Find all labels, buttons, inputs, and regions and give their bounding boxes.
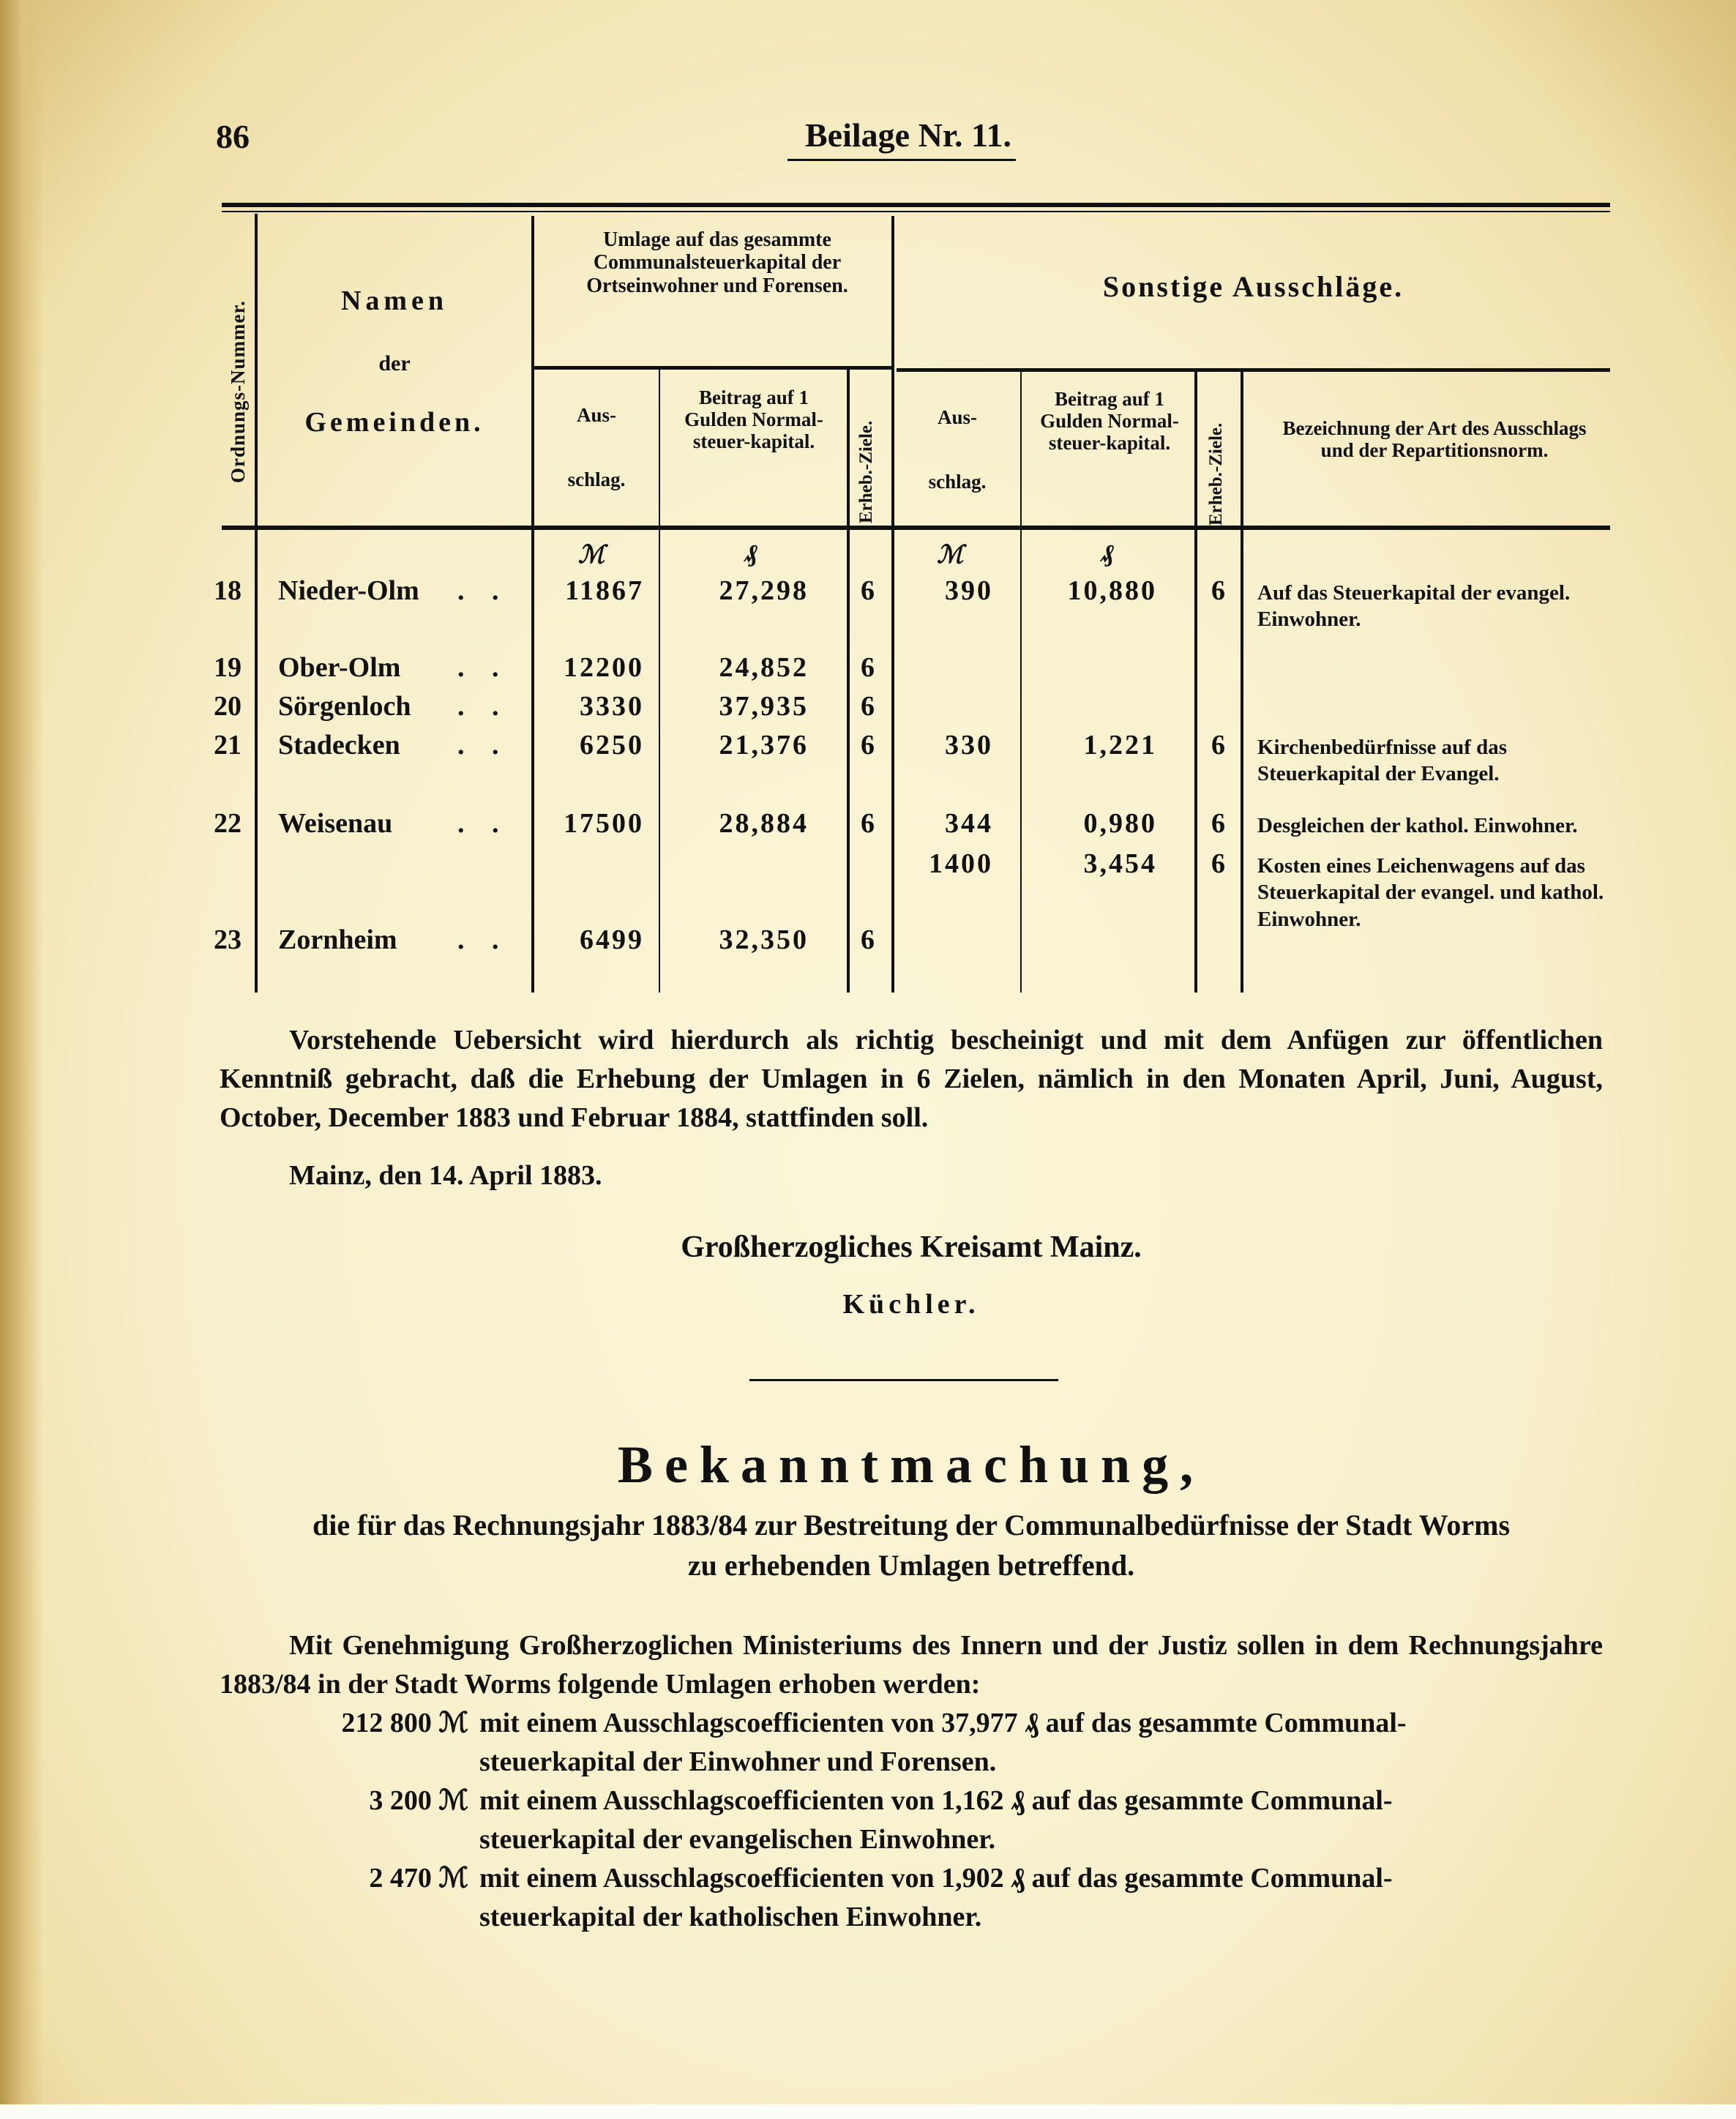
section-divider (749, 1379, 1058, 1381)
leader-dots: . . (457, 575, 509, 606)
sonst-bezeichnung: Auf das Steuerkapital der evangel. Einwohner. (1257, 581, 1571, 632)
umlage-beitrag: 24,852 (719, 652, 809, 683)
sonst-beitrag: 3,454 (1083, 848, 1157, 879)
umlage-ausschlag: 6499 (580, 924, 644, 955)
row-number: 20 (214, 691, 242, 722)
municipality-name: Nieder-Olm (278, 575, 419, 606)
municipality-name: Zornheim (278, 924, 397, 955)
header-beitrag-2: Beitrag auf 1 Gulden Normal-steuer-kapital. (1040, 388, 1179, 455)
running-head-rule (787, 159, 1016, 161)
col-divider (847, 370, 850, 993)
header-ausschlag-1b: schlag. (567, 468, 626, 490)
row-number: 21 (214, 730, 242, 760)
municipality-name: Weisenau (278, 808, 393, 839)
umlage-ziele: 6 (861, 808, 875, 839)
header-ausschlag-2: Aus- (937, 406, 977, 428)
col-divider (1020, 372, 1022, 993)
umlage-ziele: 6 (861, 575, 875, 606)
header-umlage-group: Umlage auf das gesammte Communalsteuerkapital der Ortseinwohner und Forensen. (586, 228, 848, 297)
unit-mark: ℳ (937, 542, 964, 569)
unit-mark: ℳ (578, 542, 605, 569)
umlage-beitrag: 32,350 (719, 924, 809, 955)
header-sonstige-group: Sonstige Ausschläge. (1102, 270, 1404, 303)
umlage-ausschlag: 6250 (580, 730, 644, 760)
umlage-ziele: 6 (861, 691, 875, 722)
issuing-authority: Großherzogliches Kreisamt Mainz. (681, 1230, 1142, 1264)
umlage-ausschlag: 3330 (580, 691, 644, 722)
sonst-ausschlag: 1400 (929, 848, 993, 879)
page-number: 86 (216, 118, 250, 155)
header-erheb-ziele-1: Erheb.-Ziele. (856, 420, 876, 523)
municipality-name: Ober-Olm (278, 652, 401, 683)
umlage-ziele: 6 (861, 730, 875, 760)
umlage-beitrag: 28,884 (719, 808, 809, 839)
header-beitrag-1: Beitrag auf 1 Gulden Normal-steuer-kapital. (684, 386, 823, 453)
sonst-bezeichnung: Desgleichen der kathol. Einwohner. (1257, 814, 1578, 837)
municipality-name: Sörgenloch (278, 691, 411, 722)
municipality-name: Stadecken (278, 730, 400, 760)
levy-line-1: mit einem Ausschlagscoefficienten von 1,162 ₰ auf das gesammte Communal- (479, 1785, 1393, 1816)
sonst-beitrag: 0,980 (1083, 808, 1157, 839)
header-ausschlag-1: Aus- (576, 404, 616, 426)
row-number: 18 (214, 575, 242, 606)
umlage-beitrag: 27,298 (719, 575, 809, 606)
header-ordnungs-nummer: Ordnungs-Nummer. (227, 300, 249, 483)
table-top-rule (222, 203, 1610, 207)
col-divider (255, 214, 258, 993)
umlage-ziele: 6 (861, 924, 875, 955)
announcement-title: Bekanntmachung, (617, 1435, 1205, 1494)
header-ausschlag-2b: schlag. (928, 471, 987, 493)
running-head: Beilage Nr. 11. (805, 116, 1011, 154)
levy-amount: 212 800 ℳ (341, 1708, 468, 1738)
sonstige-group-divider (897, 368, 1610, 372)
sonst-beitrag: 10,880 (1067, 575, 1157, 606)
leader-dots: . . (457, 924, 509, 955)
table-top-rule-thin (222, 211, 1610, 212)
sonst-ausschlag: 330 (945, 730, 993, 760)
umlage-ausschlag: 12200 (564, 652, 644, 683)
umlage-ziele: 6 (861, 652, 875, 683)
col-divider (1241, 372, 1243, 993)
levy-line-2: steuerkapital der evangelischen Einwohner. (479, 1824, 996, 1855)
umlage-group-divider (534, 366, 893, 370)
announcement-intro: Mit Genehmigung Großherzoglichen Ministeriums des Innern und der Justiz sollen in dem Rechnungsjahre 1883/84 in der Stadt Worms folgende Umlagen erhoben werden: (220, 1630, 1603, 1700)
page-edge-shadow (0, 0, 44, 2119)
sonst-ziele: 6 (1211, 575, 1225, 606)
header-bottom-rule (222, 526, 1610, 530)
certification-text: Vorstehende Uebersicht wird hierdurch als richtig bescheinigt und mit dem Anfügen zur öffentlichen Kenntniß gebracht, daß die Erhebung der Umlagen in 6 Zielen, nämlich in den Monaten April, Juni, August, October, December 1883 und Februar 1884, stattfinden soll. (220, 1025, 1603, 1133)
place-date: Mainz, den 14. April 1883. (289, 1160, 602, 1191)
levy-amount: 2 470 ℳ (369, 1863, 468, 1894)
unit-pfennig: ₰ (745, 540, 757, 567)
announcement-subtitle-1: die für das Rechnungsjahr 1883/84 zur Bestreitung der Communalbedürfnisse der Stadt Worms (312, 1509, 1511, 1541)
header-erheb-ziele-2: Erheb.-Ziele. (1206, 422, 1226, 526)
levy-line-1: mit einem Ausschlagscoefficienten von 1,902 ₰ auf das gesammte Communal- (479, 1863, 1393, 1894)
sonst-ausschlag: 390 (945, 575, 993, 606)
leader-dots: . . (457, 652, 509, 683)
levy-line-2: steuerkapital der Einwohner und Forensen. (479, 1746, 997, 1777)
row-number: 23 (214, 924, 242, 955)
row-number: 22 (214, 808, 242, 839)
unit-pfennig: ₰ (1101, 540, 1114, 567)
col-divider (1194, 372, 1197, 993)
sonst-bezeichnung: Kosten eines Leichenwagens auf das Steuerkapital der evangel. und kathol. Einwohner. (1257, 854, 1604, 931)
header-gemeinden: Gemeinden. (304, 407, 484, 438)
sonst-ausschlag: 344 (945, 808, 993, 839)
announcement-subtitle-2: zu erhebenden Umlagen betreffend. (687, 1549, 1135, 1582)
row-number: 19 (214, 652, 242, 683)
header-bezeichnung: Bezeichnung der Art des Ausschlags und der Repartitionsnorm. (1282, 417, 1587, 462)
header-namen: Namen (340, 285, 449, 316)
scan-border (0, 2104, 1736, 2119)
leader-dots: . . (457, 808, 509, 839)
sonst-ziele: 6 (1211, 730, 1225, 760)
levy-amount: 3 200 ℳ (369, 1785, 468, 1816)
umlage-beitrag: 37,935 (719, 691, 809, 722)
umlage-ausschlag: 17500 (564, 808, 644, 839)
leader-dots: . . (457, 730, 509, 760)
leader-dots: . . (457, 691, 509, 722)
sonst-bezeichnung: Kirchenbedürfnisse auf das Steuerkapital der Evangel. (1257, 736, 1508, 786)
levy-line-1: mit einem Ausschlagscoefficienten von 37,977 ₰ auf das gesammte Communal- (479, 1708, 1407, 1738)
col-divider (659, 370, 660, 993)
umlage-beitrag: 21,376 (719, 730, 809, 760)
header-der: der (378, 351, 411, 375)
sonst-ziele: 6 (1211, 808, 1225, 839)
sonst-ziele: 6 (1211, 848, 1225, 879)
signature: Küchler. (842, 1289, 980, 1320)
umlage-ausschlag: 11867 (565, 575, 644, 606)
sonst-beitrag: 1,221 (1083, 730, 1157, 760)
levy-line-2: steuerkapital der katholischen Einwohner. (479, 1902, 982, 1932)
